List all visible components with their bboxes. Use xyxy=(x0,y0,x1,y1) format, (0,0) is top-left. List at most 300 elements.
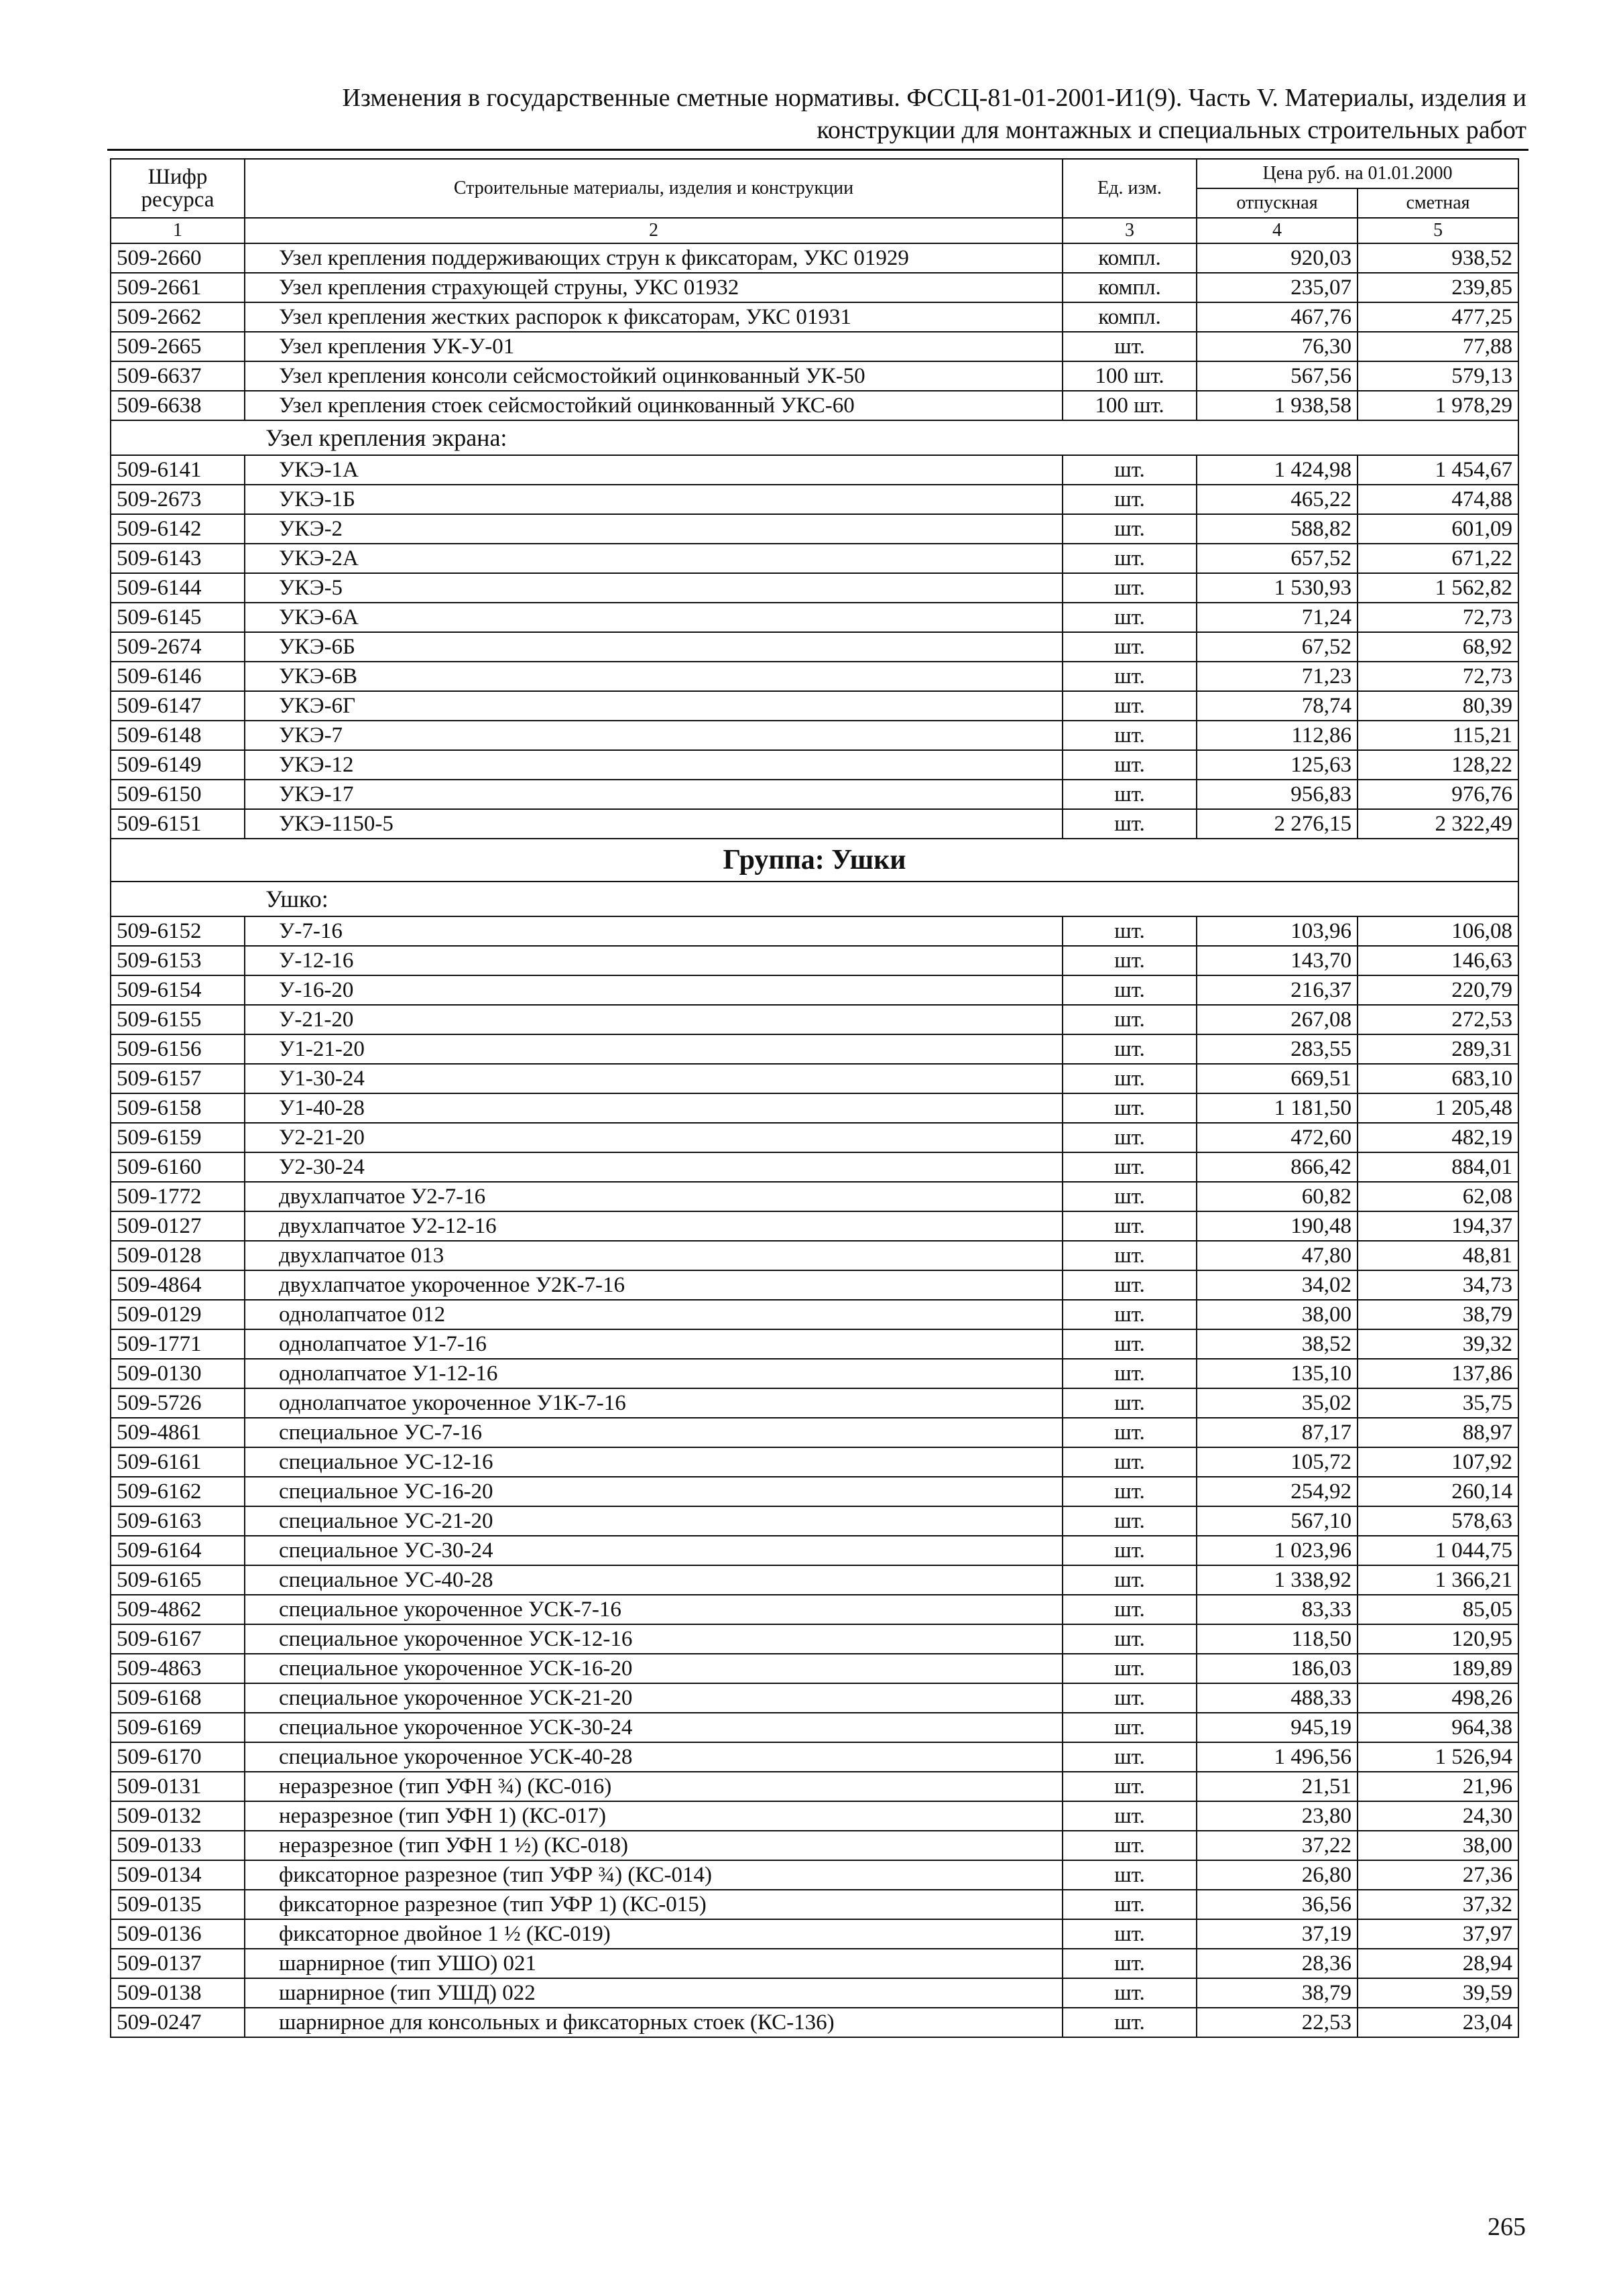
price-estimate: 498,26 xyxy=(1358,1683,1518,1713)
resource-code: 509-0129 xyxy=(111,1300,245,1329)
item-name: однолапчатое укороченное У1К-7-16 xyxy=(245,1388,1063,1418)
resource-code: 509-4864 xyxy=(111,1270,245,1300)
item-name: У1-21-20 xyxy=(245,1034,1063,1064)
item-name: двухлапчатое У2-12-16 xyxy=(245,1211,1063,1241)
table-row xyxy=(111,1978,1518,2008)
item-name: специальное УС-21-20 xyxy=(245,1506,1063,1536)
col-header-name: Строительные материалы, изделия и конструкции xyxy=(245,159,1063,218)
resource-code: 509-4863 xyxy=(111,1654,245,1683)
price-estimate: 120,95 xyxy=(1358,1624,1518,1654)
unit: шт. xyxy=(1063,809,1197,839)
price-estimate: 976,76 xyxy=(1358,780,1518,809)
item-name: УКЭ-12 xyxy=(245,750,1063,780)
price-release: 267,08 xyxy=(1197,1005,1358,1034)
table-row xyxy=(111,273,1518,302)
resource-code: 509-6157 xyxy=(111,1064,245,1093)
item-name: Узел крепления УК-У-01 xyxy=(245,332,1063,361)
price-estimate: 34,73 xyxy=(1358,1270,1518,1300)
col-header-release: отпускная xyxy=(1197,188,1358,218)
price-estimate: 578,63 xyxy=(1358,1506,1518,1536)
resource-code: 509-0131 xyxy=(111,1772,245,1801)
price-release: 567,56 xyxy=(1197,361,1358,391)
price-estimate: 106,08 xyxy=(1358,916,1518,946)
unit: шт. xyxy=(1063,1801,1197,1831)
price-estimate: 1 366,21 xyxy=(1358,1565,1518,1595)
item-name: УКЭ-2 xyxy=(245,514,1063,544)
resource-code: 509-6161 xyxy=(111,1447,245,1477)
resource-code: 509-6148 xyxy=(111,721,245,750)
item-name: специальное укороченное УСК-12-16 xyxy=(245,1624,1063,1654)
price-estimate: 964,38 xyxy=(1358,1713,1518,1742)
unit: шт. xyxy=(1063,1447,1197,1477)
price-release: 60,82 xyxy=(1197,1182,1358,1211)
item-name: У-21-20 xyxy=(245,1005,1063,1034)
price-estimate: 1 205,48 xyxy=(1358,1093,1518,1123)
table-row xyxy=(111,1418,1518,1447)
price-estimate: 39,32 xyxy=(1358,1329,1518,1359)
unit: шт. xyxy=(1063,2008,1197,2037)
price-estimate: 85,05 xyxy=(1358,1595,1518,1624)
resource-code: 509-0135 xyxy=(111,1890,245,1919)
item-name: неразрезное (тип УФН 1) (КС-017) xyxy=(245,1801,1063,1831)
unit: шт. xyxy=(1063,1742,1197,1772)
price-release: 23,80 xyxy=(1197,1801,1358,1831)
item-name: однолапчатое 012 xyxy=(245,1300,1063,1329)
table-row xyxy=(111,603,1518,632)
table-row xyxy=(111,1536,1518,1565)
price-estimate: 115,21 xyxy=(1358,721,1518,750)
table-row xyxy=(111,1182,1518,1211)
unit: шт. xyxy=(1063,1860,1197,1890)
unit: 100 шт. xyxy=(1063,391,1197,420)
item-name: двухлапчатое У2-7-16 xyxy=(245,1182,1063,1211)
item-name: специальное укороченное УСК-30-24 xyxy=(245,1713,1063,1742)
resource-code: 509-0127 xyxy=(111,1211,245,1241)
item-name: специальное УС-30-24 xyxy=(245,1536,1063,1565)
price-release: 1 424,98 xyxy=(1197,455,1358,485)
price-release: 488,33 xyxy=(1197,1683,1358,1713)
price-estimate: 107,92 xyxy=(1358,1447,1518,1477)
price-estimate: 884,01 xyxy=(1358,1152,1518,1182)
table-row xyxy=(111,243,1518,273)
subgroup-screen-row xyxy=(111,420,1518,455)
unit: шт. xyxy=(1063,721,1197,750)
table-row xyxy=(111,1034,1518,1064)
resource-code: 509-6167 xyxy=(111,1624,245,1654)
header-rule xyxy=(107,149,1528,151)
price-estimate: 62,08 xyxy=(1358,1182,1518,1211)
unit: шт. xyxy=(1063,750,1197,780)
price-release: 21,51 xyxy=(1197,1772,1358,1801)
price-release: 78,74 xyxy=(1197,691,1358,721)
price-release: 254,92 xyxy=(1197,1477,1358,1506)
price-release: 47,80 xyxy=(1197,1241,1358,1270)
item-name: специальное УС-12-16 xyxy=(245,1447,1063,1477)
table-row xyxy=(111,1211,1518,1241)
price-release: 1 938,58 xyxy=(1197,391,1358,420)
price-estimate: 601,09 xyxy=(1358,514,1518,544)
unit: шт. xyxy=(1063,1300,1197,1329)
price-release: 1 023,96 xyxy=(1197,1536,1358,1565)
table-row xyxy=(111,2008,1518,2037)
price-release: 71,23 xyxy=(1197,662,1358,691)
price-estimate: 38,79 xyxy=(1358,1300,1518,1329)
resource-code: 509-0247 xyxy=(111,2008,245,2037)
resource-code: 509-0138 xyxy=(111,1978,245,2008)
unit: шт. xyxy=(1063,691,1197,721)
price-estimate: 24,30 xyxy=(1358,1801,1518,1831)
table-row xyxy=(111,1890,1518,1919)
price-estimate: 72,73 xyxy=(1358,662,1518,691)
resource-code: 509-6159 xyxy=(111,1123,245,1152)
price-release: 1 338,92 xyxy=(1197,1565,1358,1595)
table-row xyxy=(111,1654,1518,1683)
item-name: УКЭ-17 xyxy=(245,780,1063,809)
price-estimate: 146,63 xyxy=(1358,946,1518,975)
price-release: 36,56 xyxy=(1197,1890,1358,1919)
resource-code: 509-6168 xyxy=(111,1683,245,1713)
unit: шт. xyxy=(1063,514,1197,544)
unit: шт. xyxy=(1063,1211,1197,1241)
item-name: Узел крепления стоек сейсмостойкий оцинкованный УКС-60 xyxy=(245,391,1063,420)
table-row xyxy=(111,1152,1518,1182)
page-header-line1: Изменения в государственные сметные нормативы. ФССЦ-81-01-2001-И1(9). Часть V. Материалы, изделия и xyxy=(342,84,1526,112)
item-name: УКЭ-1А xyxy=(245,455,1063,485)
item-name: Узел крепления консоли сейсмостойкий оцинкованный УК-50 xyxy=(245,361,1063,391)
unit: шт. xyxy=(1063,1949,1197,1978)
resource-code: 509-2665 xyxy=(111,332,245,361)
resource-code: 509-1772 xyxy=(111,1182,245,1211)
table-row xyxy=(111,916,1518,946)
resource-code: 509-0136 xyxy=(111,1919,245,1949)
item-name: фиксаторное разрезное (тип УФР 1) (КС-015) xyxy=(245,1890,1063,1919)
unit: шт. xyxy=(1063,1123,1197,1152)
price-release: 112,86 xyxy=(1197,721,1358,750)
item-name: Узел крепления поддерживающих струн к фиксаторам, УКС 01929 xyxy=(245,243,1063,273)
price-release: 467,76 xyxy=(1197,302,1358,332)
item-name: УКЭ-7 xyxy=(245,721,1063,750)
price-estimate: 671,22 xyxy=(1358,544,1518,573)
unit: шт. xyxy=(1063,632,1197,662)
price-release: 216,37 xyxy=(1197,975,1358,1005)
resource-code: 509-6170 xyxy=(111,1742,245,1772)
price-estimate: 1 526,94 xyxy=(1358,1742,1518,1772)
price-release: 87,17 xyxy=(1197,1418,1358,1447)
item-name: двухлапчатое 013 xyxy=(245,1241,1063,1270)
price-release: 35,02 xyxy=(1197,1388,1358,1418)
price-estimate: 260,14 xyxy=(1358,1477,1518,1506)
unit: компл. xyxy=(1063,273,1197,302)
resource-code: 509-2673 xyxy=(111,485,245,514)
price-estimate: 474,88 xyxy=(1358,485,1518,514)
table-row xyxy=(111,1329,1518,1359)
resource-code: 509-2662 xyxy=(111,302,245,332)
price-release: 76,30 xyxy=(1197,332,1358,361)
subgroup-ushko: Ушко: xyxy=(111,882,1518,916)
price-release: 71,24 xyxy=(1197,603,1358,632)
resource-code: 509-6158 xyxy=(111,1093,245,1123)
price-release: 283,55 xyxy=(1197,1034,1358,1064)
resource-code: 509-6146 xyxy=(111,662,245,691)
item-name: шарнирное (тип УШО) 021 xyxy=(245,1949,1063,1978)
table-row xyxy=(111,1742,1518,1772)
table-row xyxy=(111,1447,1518,1477)
price-release: 567,10 xyxy=(1197,1506,1358,1536)
table-row xyxy=(111,573,1518,603)
item-name: специальное УС-40-28 xyxy=(245,1565,1063,1595)
resource-code: 509-6151 xyxy=(111,809,245,839)
table-row xyxy=(111,455,1518,485)
column-number: 2 xyxy=(245,218,1063,243)
price-estimate: 35,75 xyxy=(1358,1388,1518,1418)
unit: шт. xyxy=(1063,544,1197,573)
price-release: 37,22 xyxy=(1197,1831,1358,1860)
unit: шт. xyxy=(1063,1034,1197,1064)
item-name: шарнирное для консольных и фиксаторных стоек (КС-136) xyxy=(245,2008,1063,2037)
price-release: 22,53 xyxy=(1197,2008,1358,2037)
item-name: УКЭ-5 xyxy=(245,573,1063,603)
unit: шт. xyxy=(1063,1182,1197,1211)
unit: шт. xyxy=(1063,1064,1197,1093)
resource-code: 509-6141 xyxy=(111,455,245,485)
item-name: специальное укороченное УСК-7-16 xyxy=(245,1595,1063,1624)
item-name: специальное УС-7-16 xyxy=(245,1418,1063,1447)
table-row xyxy=(111,332,1518,361)
price-release: 135,10 xyxy=(1197,1359,1358,1388)
price-estimate: 128,22 xyxy=(1358,750,1518,780)
table-row xyxy=(111,750,1518,780)
resource-code: 509-2660 xyxy=(111,243,245,273)
unit: шт. xyxy=(1063,975,1197,1005)
resource-code: 509-6143 xyxy=(111,544,245,573)
resource-code: 509-6152 xyxy=(111,916,245,946)
col-header-estimate: сметная xyxy=(1358,188,1518,218)
table-row xyxy=(111,1772,1518,1801)
item-name: У-7-16 xyxy=(245,916,1063,946)
price-release: 588,82 xyxy=(1197,514,1358,544)
table-row xyxy=(111,1860,1518,1890)
column-number-row xyxy=(111,218,1518,243)
resource-code: 509-6155 xyxy=(111,1005,245,1034)
table-row xyxy=(111,1388,1518,1418)
item-name: УКЭ-6А xyxy=(245,603,1063,632)
price-estimate: 21,96 xyxy=(1358,1772,1518,1801)
resource-code: 509-6638 xyxy=(111,391,245,420)
table-row xyxy=(111,1093,1518,1123)
price-estimate: 37,32 xyxy=(1358,1890,1518,1919)
unit: шт. xyxy=(1063,1329,1197,1359)
resource-code: 509-2674 xyxy=(111,632,245,662)
unit: шт. xyxy=(1063,1772,1197,1801)
resource-code: 509-6165 xyxy=(111,1565,245,1595)
resource-code: 509-0130 xyxy=(111,1359,245,1388)
price-table xyxy=(110,158,1519,2038)
price-release: 38,52 xyxy=(1197,1329,1358,1359)
col-header-price: Цена руб. на 01.01.2000 xyxy=(1197,159,1518,188)
resource-code: 509-6162 xyxy=(111,1477,245,1506)
table-row xyxy=(111,632,1518,662)
price-estimate: 289,31 xyxy=(1358,1034,1518,1064)
resource-code: 509-4861 xyxy=(111,1418,245,1447)
table-body xyxy=(111,218,1518,2037)
table-row xyxy=(111,1565,1518,1595)
price-estimate: 1 978,29 xyxy=(1358,391,1518,420)
item-name: специальное укороченное УСК-21-20 xyxy=(245,1683,1063,1713)
item-name: однолапчатое У1-12-16 xyxy=(245,1359,1063,1388)
table-row xyxy=(111,1005,1518,1034)
table-row xyxy=(111,721,1518,750)
unit: шт. xyxy=(1063,1536,1197,1565)
price-estimate: 72,73 xyxy=(1358,603,1518,632)
price-release: 472,60 xyxy=(1197,1123,1358,1152)
subgroup-ushko-row xyxy=(111,882,1518,916)
price-release: 945,19 xyxy=(1197,1713,1358,1742)
price-estimate: 48,81 xyxy=(1358,1241,1518,1270)
resource-code: 509-0132 xyxy=(111,1801,245,1831)
price-release: 920,03 xyxy=(1197,243,1358,273)
price-estimate: 88,97 xyxy=(1358,1418,1518,1447)
price-estimate: 1 044,75 xyxy=(1358,1536,1518,1565)
unit: шт. xyxy=(1063,1270,1197,1300)
table-row xyxy=(111,1624,1518,1654)
table-row xyxy=(111,514,1518,544)
table-row xyxy=(111,485,1518,514)
page-number: 265 xyxy=(1488,2213,1526,2241)
unit: шт. xyxy=(1063,1359,1197,1388)
unit: шт. xyxy=(1063,946,1197,975)
column-number: 5 xyxy=(1358,218,1518,243)
table-row xyxy=(111,1595,1518,1624)
item-name: У-12-16 xyxy=(245,946,1063,975)
table-row xyxy=(111,1300,1518,1329)
price-release: 28,36 xyxy=(1197,1949,1358,1978)
table-row xyxy=(111,1064,1518,1093)
price-estimate: 2 322,49 xyxy=(1358,809,1518,839)
price-release: 37,19 xyxy=(1197,1919,1358,1949)
price-release: 190,48 xyxy=(1197,1211,1358,1241)
price-release: 1 496,56 xyxy=(1197,1742,1358,1772)
table-row xyxy=(111,780,1518,809)
price-estimate: 1 562,82 xyxy=(1358,573,1518,603)
price-release: 125,63 xyxy=(1197,750,1358,780)
resource-code: 509-0133 xyxy=(111,1831,245,1860)
item-name: однолапчатое У1-7-16 xyxy=(245,1329,1063,1359)
resource-code: 509-6153 xyxy=(111,946,245,975)
price-estimate: 220,79 xyxy=(1358,975,1518,1005)
unit: шт. xyxy=(1063,455,1197,485)
unit: шт. xyxy=(1063,1241,1197,1270)
unit: шт. xyxy=(1063,1005,1197,1034)
unit: шт. xyxy=(1063,1713,1197,1742)
price-estimate: 1 454,67 xyxy=(1358,455,1518,485)
table-row xyxy=(111,1506,1518,1536)
unit: шт. xyxy=(1063,1683,1197,1713)
price-estimate: 482,19 xyxy=(1358,1123,1518,1152)
unit: шт. xyxy=(1063,1093,1197,1123)
table-row xyxy=(111,1241,1518,1270)
unit: шт. xyxy=(1063,1624,1197,1654)
unit: шт. xyxy=(1063,1506,1197,1536)
unit: шт. xyxy=(1063,1152,1197,1182)
table-row xyxy=(111,1831,1518,1860)
price-release: 465,22 xyxy=(1197,485,1358,514)
item-name: УКЭ-1Б xyxy=(245,485,1063,514)
item-name: неразрезное (тип УФН ¾) (КС-016) xyxy=(245,1772,1063,1801)
resource-code: 509-6637 xyxy=(111,361,245,391)
price-estimate: 38,00 xyxy=(1358,1831,1518,1860)
price-release: 669,51 xyxy=(1197,1064,1358,1093)
item-name: УКЭ-6Г xyxy=(245,691,1063,721)
table-row xyxy=(111,691,1518,721)
resource-code: 509-1771 xyxy=(111,1329,245,1359)
price-release: 186,03 xyxy=(1197,1654,1358,1683)
price-release: 1 530,93 xyxy=(1197,573,1358,603)
unit: шт. xyxy=(1063,573,1197,603)
price-estimate: 68,92 xyxy=(1358,632,1518,662)
item-name: У-16-20 xyxy=(245,975,1063,1005)
price-release: 143,70 xyxy=(1197,946,1358,975)
table-row xyxy=(111,662,1518,691)
price-release: 38,79 xyxy=(1197,1978,1358,2008)
resource-code: 509-0128 xyxy=(111,1241,245,1270)
column-number: 4 xyxy=(1197,218,1358,243)
group-title-row xyxy=(111,839,1518,882)
table-row xyxy=(111,1949,1518,1978)
unit: шт. xyxy=(1063,1595,1197,1624)
unit: шт. xyxy=(1063,780,1197,809)
unit: шт. xyxy=(1063,1831,1197,1860)
resource-code: 509-6145 xyxy=(111,603,245,632)
item-name: УКЭ-2А xyxy=(245,544,1063,573)
price-estimate: 272,53 xyxy=(1358,1005,1518,1034)
group-title: Группа: Ушки xyxy=(111,839,1518,882)
item-name: У2-30-24 xyxy=(245,1152,1063,1182)
item-name: фиксаторное разрезное (тип УФР ¾) (КС-014) xyxy=(245,1860,1063,1890)
item-name: Узел крепления жестких распорок к фиксаторам, УКС 01931 xyxy=(245,302,1063,332)
item-name: УКЭ-6Б xyxy=(245,632,1063,662)
resource-code: 509-0137 xyxy=(111,1949,245,1978)
price-estimate: 77,88 xyxy=(1358,332,1518,361)
table-row xyxy=(111,544,1518,573)
price-estimate: 239,85 xyxy=(1358,273,1518,302)
item-name: двухлапчатое укороченное У2К-7-16 xyxy=(245,1270,1063,1300)
unit: шт. xyxy=(1063,603,1197,632)
resource-code: 509-2661 xyxy=(111,273,245,302)
resource-code: 509-4862 xyxy=(111,1595,245,1624)
resource-code: 509-5726 xyxy=(111,1388,245,1418)
price-release: 38,00 xyxy=(1197,1300,1358,1329)
item-name: специальное укороченное УСК-40-28 xyxy=(245,1742,1063,1772)
price-estimate: 189,89 xyxy=(1358,1654,1518,1683)
table-row xyxy=(111,302,1518,332)
resource-code: 509-6163 xyxy=(111,1506,245,1536)
unit: шт. xyxy=(1063,1565,1197,1595)
page-header-line2: конструкции для монтажных и специальных строительных работ xyxy=(817,116,1526,144)
price-release: 105,72 xyxy=(1197,1447,1358,1477)
item-name: шарнирное (тип УШД) 022 xyxy=(245,1978,1063,2008)
table-row xyxy=(111,1359,1518,1388)
price-estimate: 137,86 xyxy=(1358,1359,1518,1388)
unit: шт. xyxy=(1063,1919,1197,1949)
price-estimate: 37,97 xyxy=(1358,1919,1518,1949)
price-estimate: 477,25 xyxy=(1358,302,1518,332)
table-row xyxy=(111,361,1518,391)
unit: шт. xyxy=(1063,1890,1197,1919)
price-estimate: 28,94 xyxy=(1358,1949,1518,1978)
price-release: 103,96 xyxy=(1197,916,1358,946)
price-release: 235,07 xyxy=(1197,273,1358,302)
item-name: У1-30-24 xyxy=(245,1064,1063,1093)
